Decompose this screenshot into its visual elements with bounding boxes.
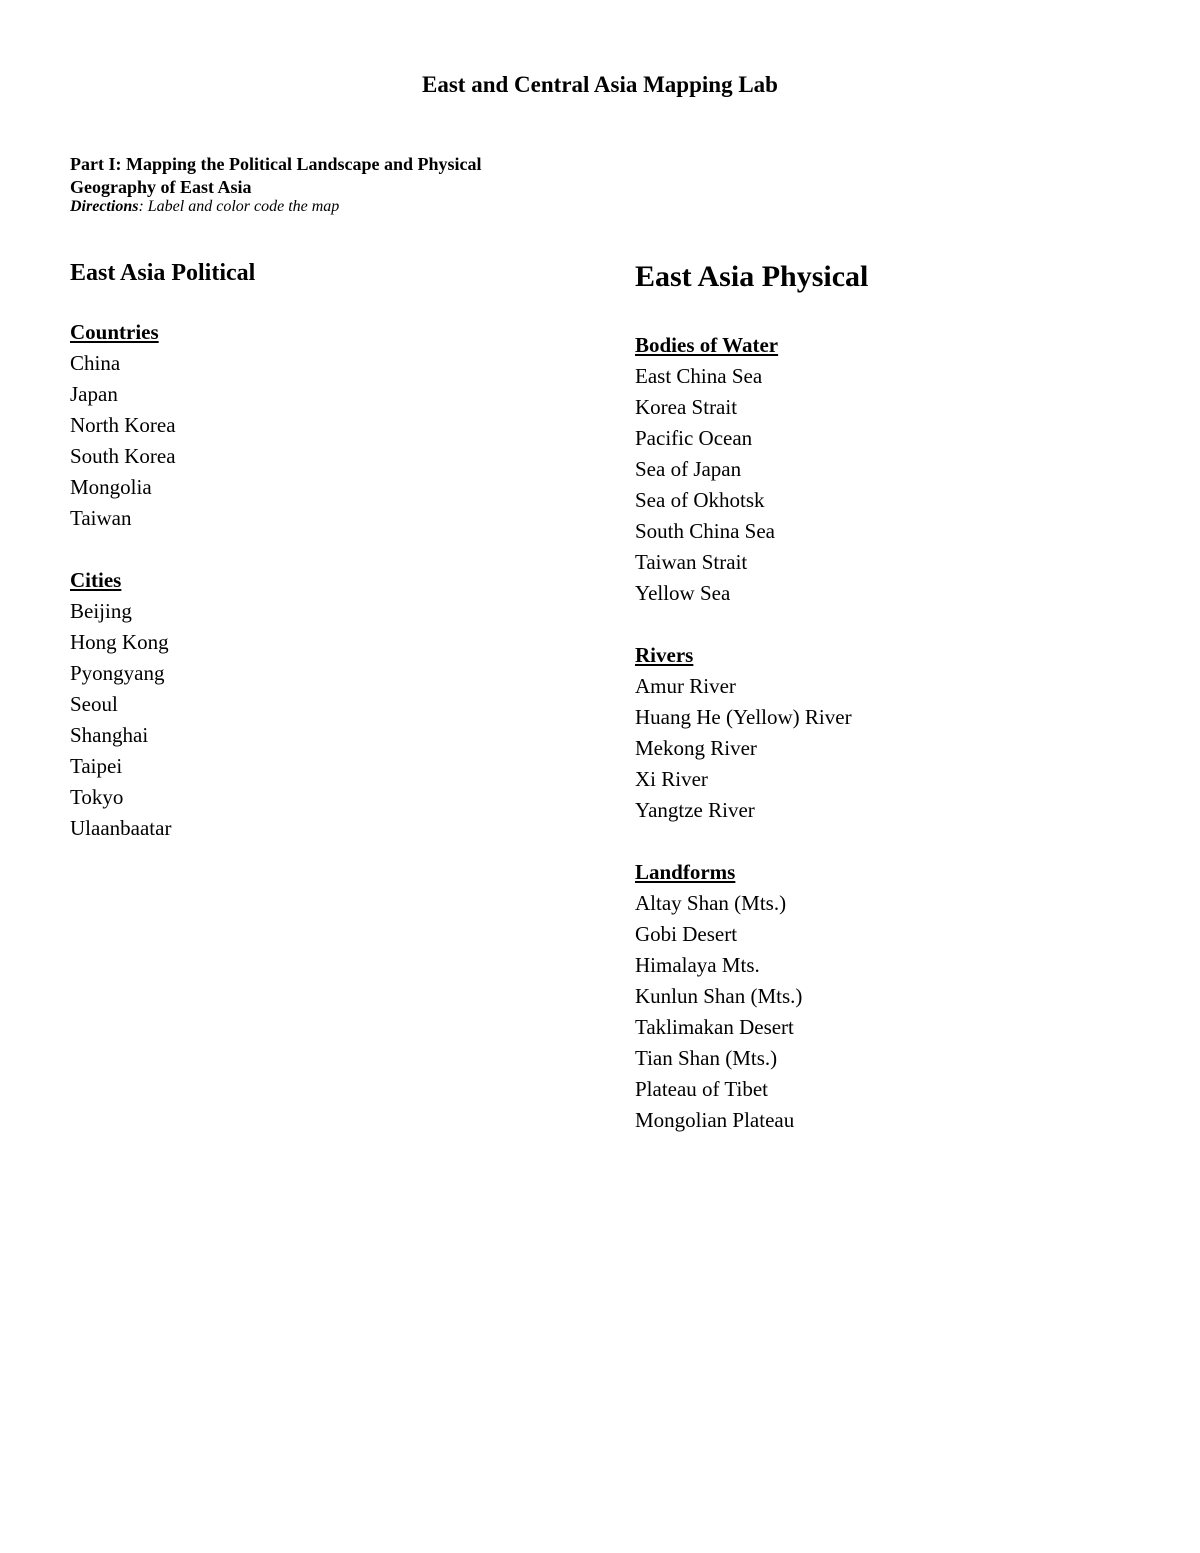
list-item: Seoul <box>70 692 118 716</box>
list-item: Taklimakan Desert <box>635 1015 794 1039</box>
rivers-heading: Rivers <box>635 643 694 667</box>
list-item: Pyongyang <box>70 661 165 685</box>
list-item: Huang He (Yellow) River <box>635 705 852 729</box>
list-item: Xi River <box>635 767 708 791</box>
cities-heading: Cities <box>70 568 122 592</box>
list-item: Yellow Sea <box>635 581 731 605</box>
part-heading: Part I: Mapping the Political Landscape and Physical Geography of East Asia <box>70 154 482 197</box>
countries-list <box>70 348 255 534</box>
list-item: Pacific Ocean <box>635 426 753 450</box>
list-item: Mongolia <box>70 475 152 499</box>
list-item: Hong Kong <box>70 630 169 654</box>
rivers-list <box>635 671 868 826</box>
list-item: Altay Shan (Mts.) <box>635 891 787 915</box>
countries-section <box>70 317 255 534</box>
list-item: China <box>70 351 121 375</box>
physical-title: East Asia Physical <box>635 260 869 293</box>
physical-column <box>635 257 868 1167</box>
list-item: South China Sea <box>635 519 775 543</box>
bodies-of-water-section <box>635 330 868 609</box>
cities-section <box>70 565 255 844</box>
list-item: Mongolian Plateau <box>635 1108 795 1132</box>
landforms-section <box>635 857 868 1136</box>
list-item: North Korea <box>70 413 176 437</box>
list-item: Beijing <box>70 599 132 623</box>
list-item: Japan <box>70 382 118 406</box>
bodies-of-water-list <box>635 361 868 609</box>
list-item: Kunlun Shan (Mts.) <box>635 984 803 1008</box>
list-item: Taiwan <box>70 506 132 530</box>
list-item: Gobi Desert <box>635 922 738 946</box>
rivers-section <box>635 640 868 826</box>
list-item: South Korea <box>70 444 176 468</box>
document-title: East and Central Asia Mapping Lab <box>422 72 778 97</box>
political-column <box>70 256 255 875</box>
list-item: Taipei <box>70 754 123 778</box>
list-item: Shanghai <box>70 723 149 747</box>
bodies-of-water-heading: Bodies of Water <box>635 333 779 357</box>
list-item: Amur River <box>635 674 736 698</box>
directions <box>70 198 339 216</box>
list-item: Tian Shan (Mts.) <box>635 1046 778 1070</box>
cities-list <box>70 596 255 844</box>
directions-text: : Label and color code the map <box>138 198 340 215</box>
list-item: Himalaya Mts. <box>635 953 760 977</box>
political-title: East Asia Political <box>70 260 256 286</box>
list-item: Sea of Okhotsk <box>635 488 765 512</box>
list-item: Korea Strait <box>635 395 738 419</box>
list-item: Sea of Japan <box>635 457 742 481</box>
list-item: Tokyo <box>70 785 124 809</box>
landforms-heading: Landforms <box>635 860 736 884</box>
list-item: Plateau of Tibet <box>635 1077 769 1101</box>
list-item: Taiwan Strait <box>635 550 748 574</box>
directions-label: Directions <box>70 198 139 215</box>
list-item: Mekong River <box>635 736 757 760</box>
landforms-list <box>635 888 868 1136</box>
list-item: East China Sea <box>635 364 763 388</box>
countries-heading: Countries <box>70 320 159 344</box>
list-item: Yangtze River <box>635 798 755 822</box>
list-item: Ulaanbaatar <box>70 816 172 840</box>
